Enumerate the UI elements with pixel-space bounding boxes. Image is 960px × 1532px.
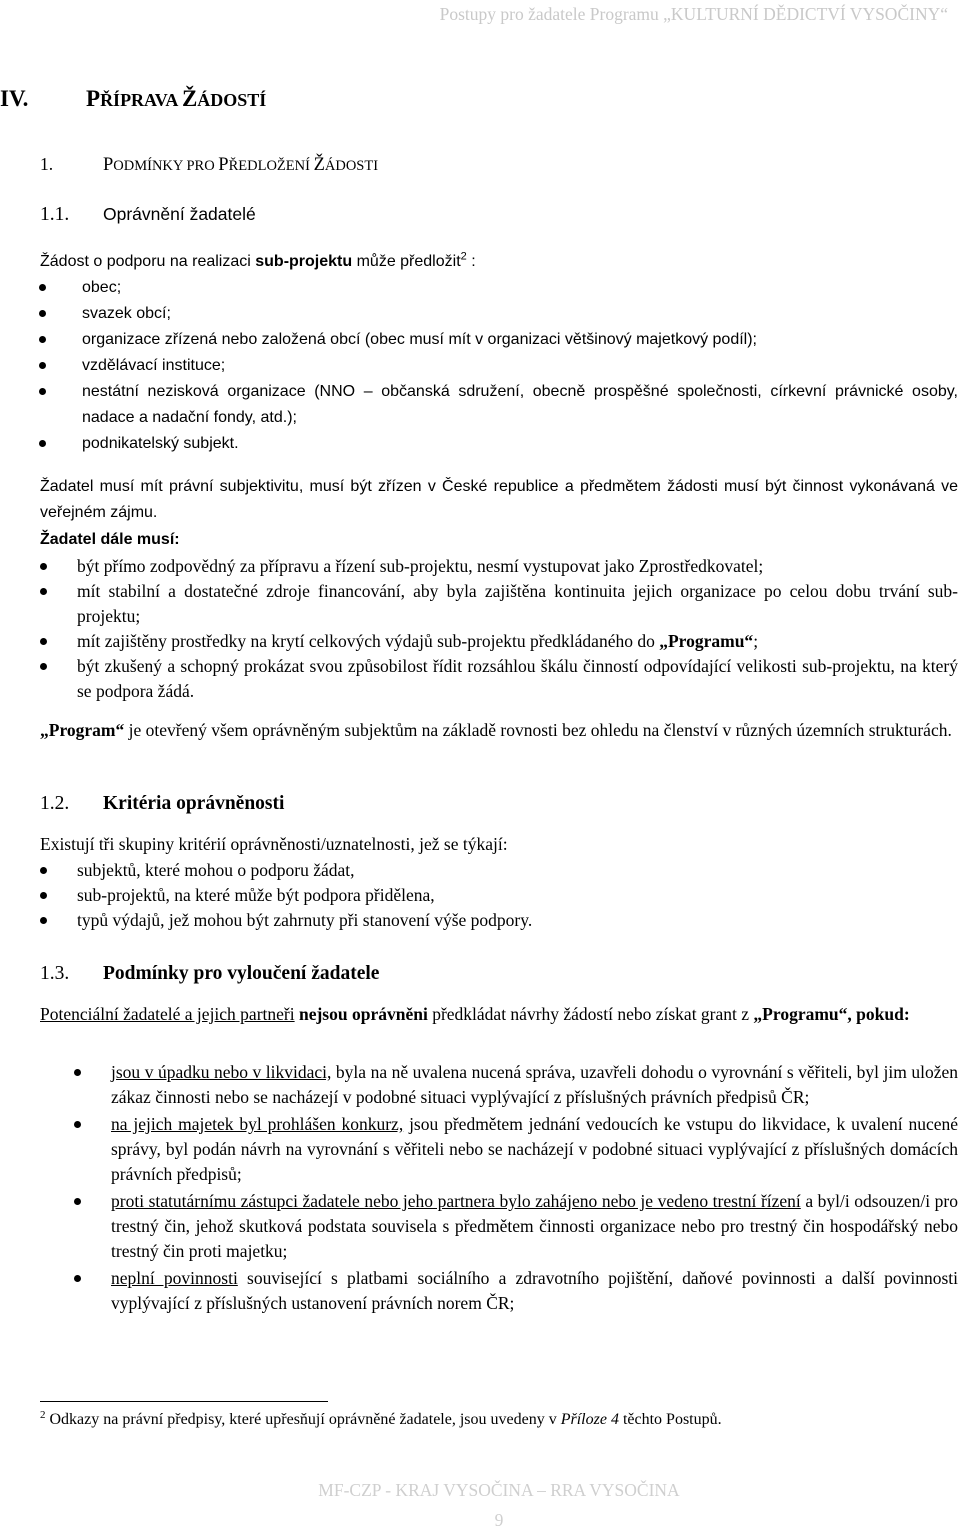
list-item: mít zajištěny prostředky na krytí celkových výdajů sub-projektu předkládaného do „Programu“; <box>77 629 958 654</box>
exclusion-intro: Potenciální žadatelé a jejich partneři nejsou oprávněni předkládat návrhy žádostí nebo získat grant z „Programu“, pokud: <box>40 1004 910 1024</box>
bullet-icon <box>74 1275 81 1282</box>
list-item: obec; <box>82 275 958 301</box>
bullet-icon <box>74 1198 81 1205</box>
section-heading: 1. PODMÍNKY PRO PŘEDLOŽENÍ ŽÁDOSTI <box>40 154 379 175</box>
bullet-icon <box>40 638 47 645</box>
chapter-number: IV. <box>0 86 29 111</box>
list-item: jsou v úpadku nebo v likvidaci, byla na ně uvalena nucená správa, uzavřeli dohodu o vyrovnání s věřiteli, byl jim uložen zákaz činnosti nebo se nacházejí v podobné situaci vyplývající z příslušných právních předpisů ČR; <box>111 1060 958 1110</box>
bullet-icon <box>39 362 46 369</box>
eligible-applicants-list <box>82 275 958 457</box>
list-item: být přímo zodpovědný za přípravu a řízení sub-projektu, nesmí vystupovat jako Zprostředkovatel; <box>77 554 958 579</box>
list-item: mít stabilní a dostatečné zdroje financování, aby byla zajištěna kontinuita jejich organizace po celou dobu trvání sub-projektu; <box>77 579 958 629</box>
page-number: 9 <box>494 1510 504 1530</box>
section-number: 1. <box>40 154 54 174</box>
applicant-requirements-list <box>77 554 958 704</box>
bullet-icon <box>40 917 47 924</box>
must-heading: Žadatel dále musí: <box>40 531 180 548</box>
footnote: $^2$ Odkazy na právní předpisy, které upřesňují oprávněné žadatele, jsou uvedeny v Příloze 4 těchto Postupů. <box>40 1409 722 1428</box>
subsection-heading-1-1: 1.1. Oprávnění žadatelé <box>40 204 256 225</box>
list-item: neplní povinnosti související s platbami sociálního a zdravotního pojištění, daňové povinnosti a další povinnosti vyplývající z příslušných ustanovení právních norem ČR; <box>111 1266 958 1316</box>
bullet-icon <box>40 892 47 899</box>
footnote-mark: 2 <box>40 1409 46 1421</box>
bullet-icon <box>39 310 46 317</box>
list-item: být zkušený a schopný prokázat svou způsobilost řídit rozsáhlou škálu činností odpovídající velikosti sub-projektu, na který se podpora žádá. <box>77 654 958 704</box>
footer-organization: MF-CZP - KRAJ VYSOČINA – RRA VYSOČINA <box>318 1480 680 1500</box>
running-header: Postupy pro žadatele Programu „KULTURNÍ DĚDICTVÍ VYSOČINY“ <box>439 4 948 24</box>
exclusion-conditions-list <box>111 1060 958 1318</box>
footnote-rule <box>40 1401 328 1402</box>
bullet-icon <box>40 563 47 570</box>
bullet-icon <box>74 1069 81 1076</box>
program-open-paragraph: „Program“ je otevřený všem oprávněným subjektům na základě rovnosti bez ohledu na členství v různých územních strukturách. <box>40 720 952 740</box>
subsection-heading-1-2: 1.2. Kritéria oprávněnosti <box>40 793 285 814</box>
list-item: na jejich majetek byl prohlášen konkurz, jsou předmětem jednání vedoucích ke vstupu do likvidace, k uvalení nucené správy, byl podán návrh na vyrovnání s věřiteli nebo se nacházejí v podobné situaci vyplývající z příslušných domácích právních předpisů; <box>111 1112 958 1187</box>
bullet-icon <box>40 867 47 874</box>
chapter-heading: IV. PŘÍPRAVA ŽÁDOSTÍ <box>0 86 267 111</box>
list-item: sub-projektů, na které může být podpora přidělena, <box>77 883 677 908</box>
footnote-ref: 2 <box>460 250 467 263</box>
criteria-list <box>77 858 677 933</box>
subsection-heading-1-3: 1.3. Podmínky pro vyloučení žadatele <box>40 963 380 984</box>
criteria-intro: Existují tři skupiny kritérií oprávněnosti/uznatelnosti, jež se týkají: <box>40 834 508 854</box>
list-item: vzdělávací instituce; <box>82 353 958 379</box>
bullet-icon <box>39 440 46 447</box>
bullet-icon <box>74 1121 81 1128</box>
bullet-icon <box>39 388 46 395</box>
list-item: typů výdajů, jež mohou být zahrnuty při stanovení výše podpory. <box>77 908 677 933</box>
list-item: nestátní nezisková organizace (NNO – občanská sdružení, obecně prospěšné společnosti, církevní právnické osoby, nadace a nadační fondy, atd.); <box>82 379 958 430</box>
bullet-icon <box>39 336 46 343</box>
bullet-icon <box>40 588 47 595</box>
list-item: podnikatelský subjekt. <box>82 431 958 457</box>
bullet-icon <box>39 284 46 291</box>
list-item: subjektů, které mohou o podporu žádat, <box>77 858 677 883</box>
legal-personality-paragraph: Žadatel musí mít právní subjektivitu, musí být zřízen v České republice a předmětem žádosti musí být činnost vykonávaná ve veřejném zájmu. <box>40 478 958 521</box>
bullet-icon <box>40 663 47 670</box>
list-item: proti statutárnímu zástupci žadatele nebo jeho partnera bylo zahájeno nebo je vedeno trestní řízení a byl/i odsouzen/i pro trestný čin, jehož skutková podstata souvisela s předmětem činnosti organizace nebo pro trestný čin hospodářský nebo trestný čin proti majetku; <box>111 1189 958 1264</box>
list-item: organizace zřízená nebo založená obcí (obec musí mít v organizaci většinový majetkový podíl); <box>82 327 958 353</box>
list-item: svazek obcí; <box>82 301 958 327</box>
eligibility-intro: Žádost o podporu na realizaci sub-projektu může předložit$^2$ : <box>40 250 476 270</box>
